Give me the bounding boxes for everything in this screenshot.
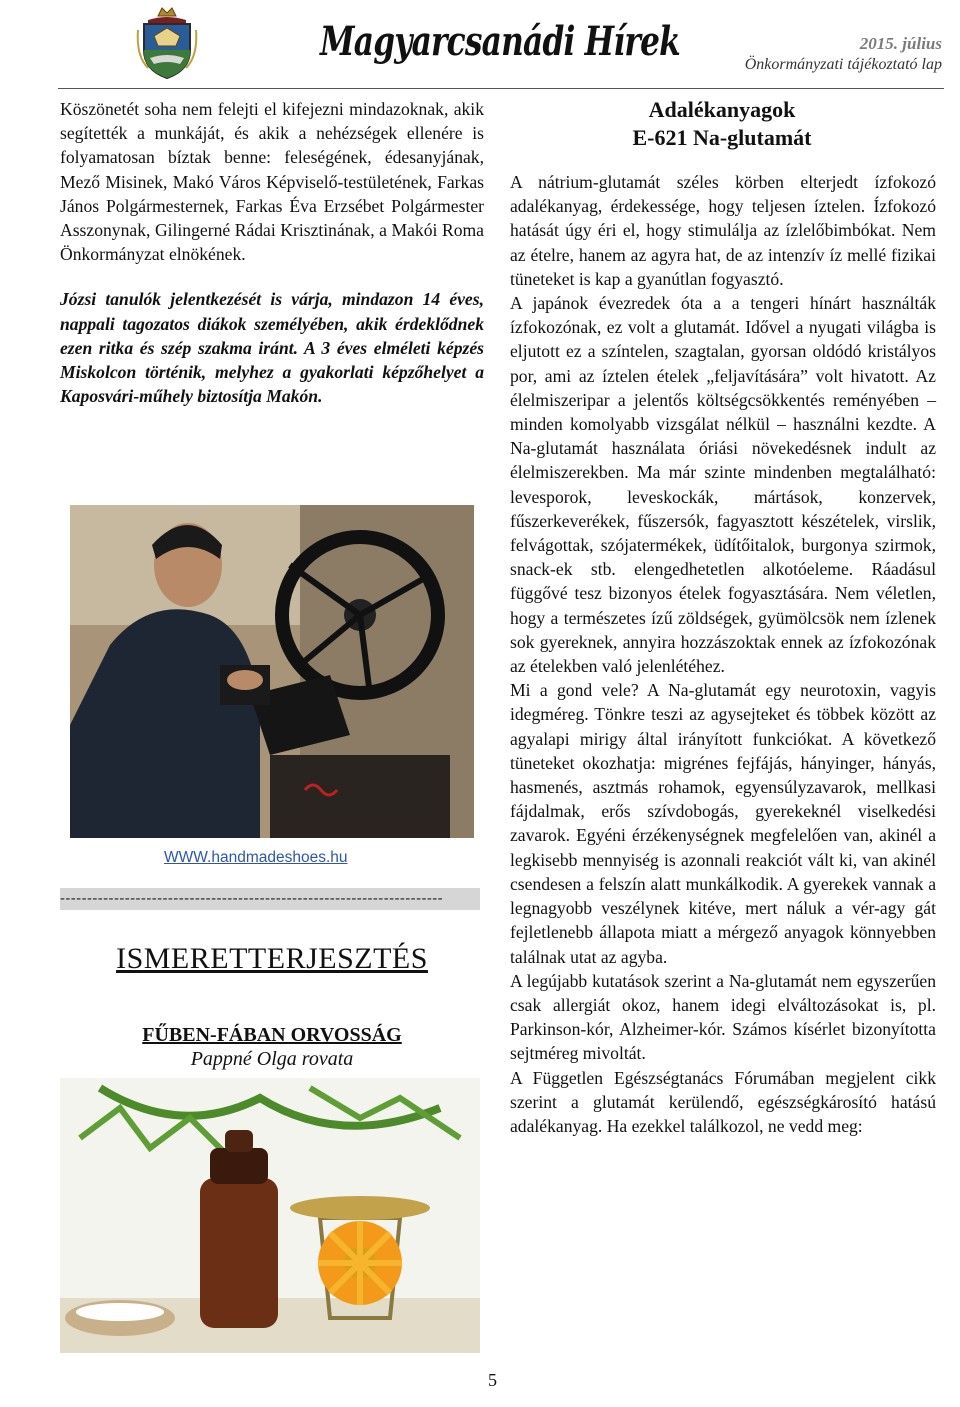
article-heading: Adalékanyagok [648,97,796,122]
shoemaker-photo [70,505,474,838]
article-paragraph: A legújabb kutatások szerint a Na-glutamát nem egyszerűen csak allergiát okoz, hanem idegi elváltozásokat is, pl. Parkinson-kór, Alzheimer-kór. Számos kísérlet bizonyította sejtméreg mivoltát. [510,970,936,1064]
dashed-separator: ----------------------------------------------------------------------- [60,888,480,910]
herbal-medicine-photo [60,1078,480,1353]
article-paragraph: A nátrium-glutamát széles körben elterjedt ízfokozó adalékanyag, érdekessége, hogy teljesen íztelen. Ízfokozó hatását úgy éri el, hogy stimulálja az ízlelőbimbókat. Nem az ételre, hanem az agyra hat, de az intenzív íz mellé fizikai tüneteket is kap a gyanútlan fogyasztó. [510,172,936,289]
left-column [60,97,484,408]
header-divider [58,88,944,89]
section-title: ISMERETTERJESZTÉS [116,942,428,975]
glutamate-article-body [510,170,936,1138]
page-number: 5 [488,1370,497,1390]
article-paragraph: A japánok évezredek óta a a tengeri hínárt használták ízfokozónak, ez volt a glutamát. Idővel a nyugati világba is eljutott ez a színtelen, szagtalan, gyorsan oldódó kristályos por, ami az íztelen ételek „feljavítására” volt hivatott. Az élelmiszeripar a jelentős költségcsökkentés reményében – minden komolyabb vizsgálat nélkül – használni kezdte. A Na-glutamát használata óriási növekedésnek indult az élelmiszerekben. Ma már szinte mindenben megtalálható: levesporok, leveskockák, mártások, konzervek, fűszerkeverékek, fűszersók, fagyasztott készételek, virslik, felvágottak, szójatermékek, üdítőitalok, burgonya szirmok, snack-ek stb. elengedhetetlen alkotóeleme. Ráadásul függővé tesz bizonyos ételek fogyasztására. Nem véletlen, hogy a természetes ízű zöldségek, gyümölcsök nem ízlenek sok gyereknek, annyira hozzászoktak ennek az ízfokozónak az ételekben való jelenlétéhez. [510,293,936,677]
thanks-paragraph: Köszönetét soha nem felejti el kifejezni mindazoknak, akik segítették a munkáját, és akik a nehézségek ellenére is folyamatosan bíztak benne: feleségének, édesanyjának, Mező Misinek, Makó Város Képviselő-testületének, Farkas János Polgármesternek, Farkas Éva Erzsébet Polgármester Asszonynak, Gilingerné Rádai Krisztinának, a Makói Roma Önkormányzat elnökének. [60,99,484,265]
article-author: Pappné Olga rovata [190,1048,354,1070]
issue-date: 2015. július [859,34,942,53]
article-title: FŰBEN-FÁBAN ORVOSSÁG [142,1024,402,1046]
article-subheading: E-621 Na-glutamát [632,125,812,150]
article-paragraph: Mi a gond vele? A Na-glutamát egy neurotoxin, vagyis idegméreg. Tönkre teszi az agysejteket és többek között az agyalapi mirigy által irányított funkciókat. A következő tüneteket okozhatja: migrénes fejfájás, hányinger, hányás, hasmenés, asztmás rohamok, egyensúlyzavarok, mellkasi fájdalmak, erős szívdobogás, gyerekeknél viselkedési zavarok. Egyéni érzékenységnek megfelelően van, akinél a legkisebb mennyiség is azonnali reakciót vált ki, van akinél csendesen a felszín alatt munkálkodik. A gyerekek vannak a legnagyobb veszélynek kitéve, mert náluk a vér-agy gát fejletlenebb állapota miatt a mérgező anyagok könnyebben találnak utat az agyba. [510,680,936,967]
handmadeshoes-link[interactable]: WWW.handmadeshoes.hu [164,849,348,866]
page-header [0,0,960,92]
article-paragraph: A Független Egészségtanács Fórumában megjelent cikk szerint a glutamát kerülendő, egészségkárosító hatású adalékanyag. Ha ezekkel találkozol, ne vedd meg: [510,1067,936,1136]
apprentice-paragraph: Józsi tanulók jelentkezését is várja, mindazon 14 éves, nappali tagozatos diákok személyében, akik érdeklődnek ezen ritka és szép szakma iránt. A 3 éves elméleti képzés Miskolcon történik, melyhez a gyakorlati képzőhelyet a Kaposvári-műhely biztosítja Makón. [60,289,484,407]
newspaper-title: Magyarcsanádi Hírek [320,18,680,65]
newspaper-subtitle: Önkormányzati tájékoztató lap [744,56,942,73]
coat-of-arms-logo [136,6,198,82]
